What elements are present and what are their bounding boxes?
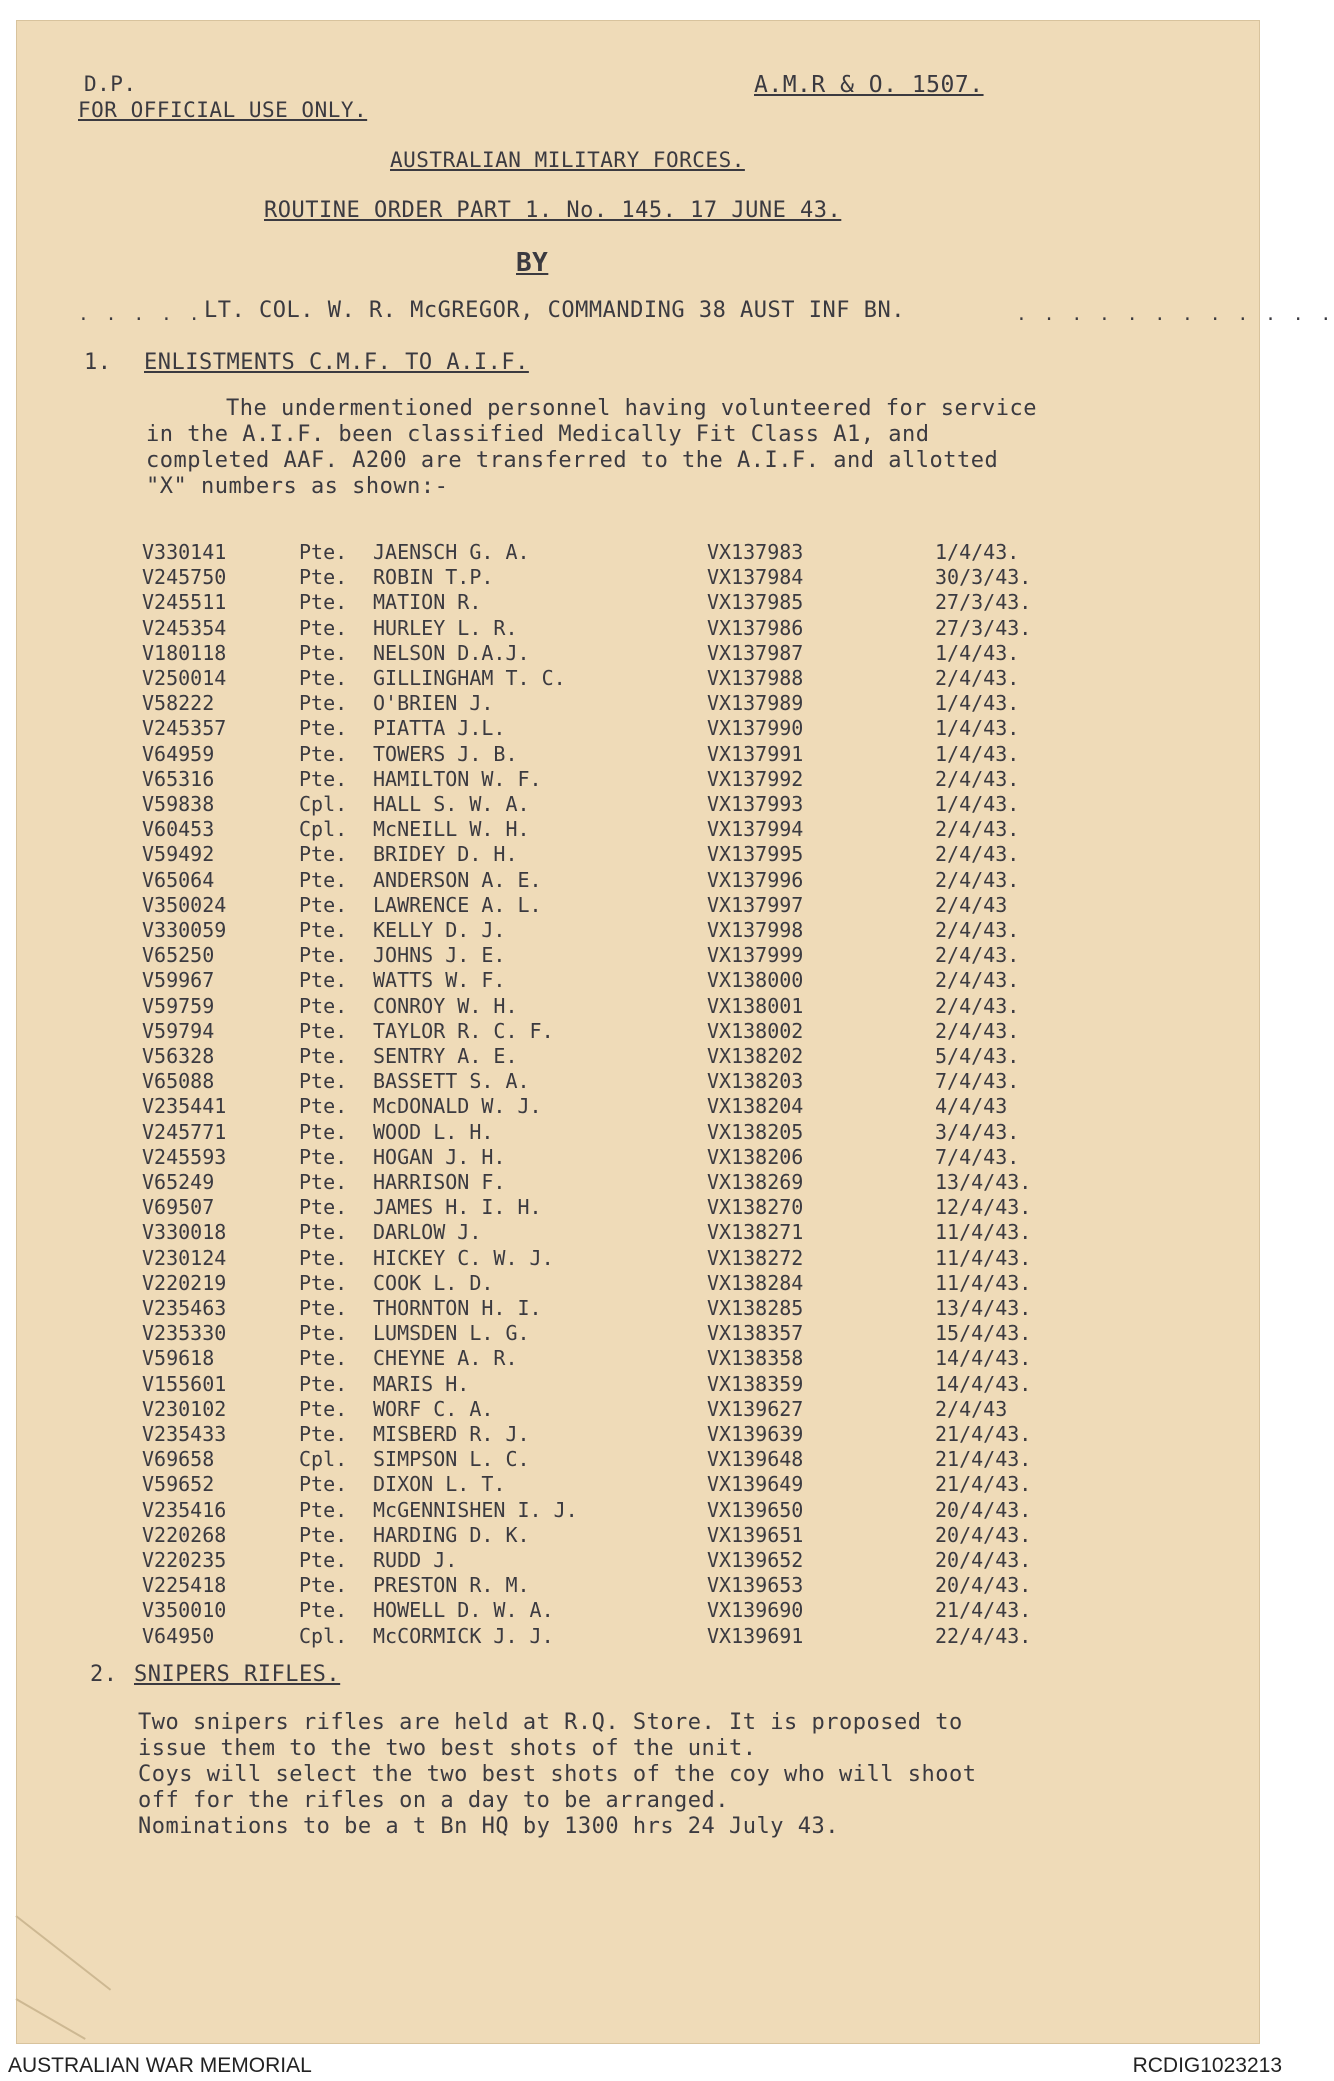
aif-number: VX139652 bbox=[707, 1548, 804, 1572]
service-number: V65249 bbox=[142, 1170, 215, 1194]
rank: Pte. bbox=[299, 590, 348, 615]
aif-number: VX138206 bbox=[707, 1144, 804, 1169]
transfer-date: 1/4/43. bbox=[935, 691, 1020, 716]
aif-number: VX138205 bbox=[707, 1119, 804, 1144]
service-number: V245593 bbox=[142, 1144, 227, 1169]
aif-number: VX137984 bbox=[707, 565, 804, 590]
service-number: V330141 bbox=[142, 540, 227, 564]
aif-number: VX139627 bbox=[707, 1396, 804, 1421]
rank: Pte. bbox=[299, 1245, 348, 1270]
table-row bbox=[16, 1598, 1260, 1623]
service-number: V245511 bbox=[142, 590, 227, 615]
service-number: V180118 bbox=[142, 640, 227, 665]
transfer-date: 4/4/43 bbox=[935, 1094, 1008, 1119]
transfer-date: 3/4/43. bbox=[935, 1119, 1020, 1144]
transfer-date: 2/4/43. bbox=[935, 817, 1020, 842]
transfer-date: 21/4/43. bbox=[935, 1422, 1032, 1446]
table-row bbox=[16, 1069, 1260, 1094]
service-number: V250014 bbox=[142, 666, 227, 690]
aif-number: VX138284 bbox=[707, 1270, 804, 1295]
member-name: WATTS W. F. bbox=[373, 968, 506, 993]
transfer-date: 2/4/43. bbox=[935, 993, 1020, 1018]
service-number: V235330 bbox=[142, 1321, 227, 1346]
commander-line: LT. COL. W. R. McGREGOR, COMMANDING 38 AUST INF BN. bbox=[204, 298, 906, 323]
member-name: HURLEY L. R. bbox=[373, 615, 518, 640]
transfer-date: 14/4/43. bbox=[935, 1371, 1032, 1396]
transfer-date: 22/4/43. bbox=[935, 1623, 1032, 1648]
section2-para-line-3: Coys will select the two best shots of the coy who will shoot bbox=[138, 1762, 977, 1787]
member-name: HAMILTON W. F. bbox=[373, 766, 542, 791]
aif-number: VX137994 bbox=[707, 817, 804, 842]
transfer-date: 7/4/43. bbox=[935, 1069, 1020, 1094]
aif-number: VX137992 bbox=[707, 766, 804, 791]
table-row bbox=[16, 1624, 1260, 1649]
member-name: TOWERS J. B. bbox=[373, 741, 518, 766]
service-number: V56328 bbox=[142, 1044, 215, 1068]
rank: Cpl. bbox=[299, 1623, 348, 1648]
table-row bbox=[16, 1573, 1260, 1598]
member-name: COOK L. D. bbox=[373, 1270, 494, 1295]
transfer-date: 1/4/43. bbox=[935, 741, 1020, 766]
aif-number: VX137999 bbox=[707, 943, 804, 968]
rank: Pte. bbox=[299, 1422, 348, 1446]
rank: Pte. bbox=[299, 867, 348, 892]
rank: Pte. bbox=[299, 1195, 348, 1220]
service-number: V65250 bbox=[142, 943, 215, 968]
member-name: BRIDEY D. H. bbox=[373, 842, 518, 867]
service-number: V65064 bbox=[142, 867, 215, 892]
transfer-date: 2/4/43. bbox=[935, 968, 1020, 993]
rank: Pte. bbox=[299, 1170, 348, 1194]
member-name: DIXON L. T. bbox=[373, 1472, 506, 1497]
section1-para-line-2: in the A.I.F. been classified Medically Fit Class A1, and bbox=[146, 422, 930, 447]
aif-number: VX137996 bbox=[707, 867, 804, 892]
table-row bbox=[16, 1271, 1260, 1296]
rank: Pte. bbox=[299, 1472, 348, 1497]
rank: Pte. bbox=[299, 1144, 348, 1169]
service-number: V58222 bbox=[142, 691, 215, 716]
rank: Pte. bbox=[299, 1119, 348, 1144]
aif-number: VX137987 bbox=[707, 640, 804, 665]
member-name: RUDD J. bbox=[373, 1548, 458, 1572]
aif-number: VX137990 bbox=[707, 716, 804, 741]
aif-number: VX138357 bbox=[707, 1321, 804, 1346]
aif-number: VX138204 bbox=[707, 1094, 804, 1119]
aif-number: VX138269 bbox=[707, 1170, 804, 1194]
service-number: V235416 bbox=[142, 1497, 227, 1522]
service-number: V69658 bbox=[142, 1447, 215, 1472]
aif-number: VX138285 bbox=[707, 1296, 804, 1320]
service-number: V220235 bbox=[142, 1548, 227, 1572]
aif-number: VX139653 bbox=[707, 1573, 804, 1598]
aif-number: VX137991 bbox=[707, 741, 804, 766]
aif-number: VX139639 bbox=[707, 1422, 804, 1446]
service-number: V245771 bbox=[142, 1119, 227, 1144]
document-paper bbox=[16, 20, 1334, 2044]
rank: Pte. bbox=[299, 842, 348, 867]
service-number: V69507 bbox=[142, 1195, 215, 1220]
member-name: TAYLOR R. C. F. bbox=[373, 1018, 554, 1043]
table-row bbox=[16, 540, 1260, 565]
table-row bbox=[16, 943, 1260, 968]
service-number: V230124 bbox=[142, 1245, 227, 1270]
force-title: AUSTRALIAN MILITARY FORCES. bbox=[390, 148, 745, 172]
transfer-date: 1/4/43. bbox=[935, 540, 1020, 564]
member-name: SIMPSON L. C. bbox=[373, 1447, 530, 1472]
transfer-date: 11/4/43. bbox=[935, 1270, 1032, 1295]
transfer-date: 2/4/43. bbox=[935, 666, 1020, 690]
table-row bbox=[16, 590, 1260, 615]
section2-heading: SNIPERS RIFLES. bbox=[134, 1662, 341, 1687]
table-row bbox=[16, 994, 1260, 1019]
member-name: BASSETT S. A. bbox=[373, 1069, 530, 1094]
transfer-date: 15/4/43. bbox=[935, 1321, 1032, 1346]
section1-number: 1. bbox=[84, 350, 112, 375]
rank: Pte. bbox=[299, 1598, 348, 1623]
transfer-date: 11/4/43. bbox=[935, 1245, 1032, 1270]
aif-number: VX139690 bbox=[707, 1598, 804, 1623]
classification-line: FOR OFFICIAL USE ONLY. bbox=[78, 98, 368, 122]
paper-crease bbox=[15, 1915, 111, 1990]
member-name: SENTRY A. E. bbox=[373, 1044, 518, 1068]
transfer-date: 12/4/43. bbox=[935, 1195, 1032, 1220]
service-number: V350024 bbox=[142, 892, 227, 917]
rank: Pte. bbox=[299, 1497, 348, 1522]
aif-number: VX139648 bbox=[707, 1447, 804, 1472]
rank: Pte. bbox=[299, 892, 348, 917]
aif-number: VX137985 bbox=[707, 590, 804, 615]
rank: Pte. bbox=[299, 993, 348, 1018]
service-number: V225418 bbox=[142, 1573, 227, 1598]
transfer-date: 13/4/43. bbox=[935, 1296, 1032, 1320]
member-name: MISBERD R. J. bbox=[373, 1422, 530, 1446]
dotted-leader-right: . . . . . . . . . . . . bbox=[1016, 304, 1334, 325]
table-row bbox=[16, 1397, 1260, 1422]
routine-order-document bbox=[16, 20, 1334, 2044]
rank: Cpl. bbox=[299, 792, 348, 816]
aif-number: VX137995 bbox=[707, 842, 804, 867]
member-name: LAWRENCE A. L. bbox=[373, 892, 542, 917]
table-row bbox=[16, 1447, 1260, 1472]
rank: Pte. bbox=[299, 640, 348, 665]
rank: Pte. bbox=[299, 1573, 348, 1598]
aif-number: VX137997 bbox=[707, 892, 804, 917]
transfer-date: 2/4/43. bbox=[935, 1018, 1020, 1043]
member-name: WORF C. A. bbox=[373, 1396, 494, 1421]
by-line: BY bbox=[516, 248, 549, 278]
service-number: V59759 bbox=[142, 993, 215, 1018]
transfer-date: 1/4/43. bbox=[935, 640, 1020, 665]
member-name: THORNTON H. I. bbox=[373, 1296, 542, 1320]
paper-crease bbox=[16, 1998, 86, 2040]
aif-number: VX139691 bbox=[707, 1623, 804, 1648]
table-row bbox=[16, 1523, 1260, 1548]
rank: Pte. bbox=[299, 1018, 348, 1043]
table-row bbox=[16, 842, 1260, 867]
table-row bbox=[16, 792, 1260, 817]
table-row bbox=[16, 868, 1260, 893]
table-row bbox=[16, 893, 1260, 918]
section1-para-line-3: completed AAF. A200 are transferred to the A.I.F. and allotted bbox=[146, 448, 999, 473]
rank: Pte. bbox=[299, 691, 348, 716]
rank: Cpl. bbox=[299, 1447, 348, 1472]
rank: Pte. bbox=[299, 1548, 348, 1572]
service-number: V59794 bbox=[142, 1018, 215, 1043]
section1-para-line-1: The undermentioned personnel having volunteered for service bbox=[226, 396, 1037, 421]
member-name: JOHNS J. E. bbox=[373, 943, 506, 968]
table-row bbox=[16, 1246, 1260, 1271]
transfer-date: 2/4/43. bbox=[935, 943, 1020, 968]
table-row bbox=[16, 1170, 1260, 1195]
rank: Pte. bbox=[299, 1220, 348, 1245]
aif-number: VX138358 bbox=[707, 1346, 804, 1371]
member-name: O'BRIEN J. bbox=[373, 691, 494, 716]
transfer-date: 20/4/43. bbox=[935, 1497, 1032, 1522]
table-row bbox=[16, 641, 1260, 666]
table-row bbox=[16, 1195, 1260, 1220]
rank: Pte. bbox=[299, 1321, 348, 1346]
table-row bbox=[16, 1548, 1260, 1573]
section1-para-line-4: "X" numbers as shown:- bbox=[146, 474, 449, 499]
aif-number: VX138203 bbox=[707, 1069, 804, 1094]
member-name: McNEILL W. H. bbox=[373, 817, 530, 842]
table-row bbox=[16, 1145, 1260, 1170]
aif-number: VX138359 bbox=[707, 1371, 804, 1396]
table-row bbox=[16, 666, 1260, 691]
rank: Pte. bbox=[299, 1044, 348, 1068]
service-number: V235433 bbox=[142, 1422, 227, 1446]
aif-number: VX137988 bbox=[707, 666, 804, 690]
aif-number: VX138000 bbox=[707, 968, 804, 993]
transfer-date: 2/4/43. bbox=[935, 918, 1020, 942]
service-number: V235441 bbox=[142, 1094, 227, 1119]
rank: Pte. bbox=[299, 1094, 348, 1119]
transfer-date: 13/4/43. bbox=[935, 1170, 1032, 1194]
service-number: V59967 bbox=[142, 968, 215, 993]
rank: Pte. bbox=[299, 943, 348, 968]
transfer-date: 2/4/43. bbox=[935, 867, 1020, 892]
transfer-date: 21/4/43. bbox=[935, 1598, 1032, 1623]
member-name: GILLINGHAM T. C. bbox=[373, 666, 566, 690]
aif-number: VX137993 bbox=[707, 792, 804, 816]
table-row bbox=[16, 1372, 1260, 1397]
service-number: V64950 bbox=[142, 1623, 215, 1648]
rank: Pte. bbox=[299, 1270, 348, 1295]
member-name: PRESTON R. M. bbox=[373, 1573, 530, 1598]
member-name: ANDERSON A. E. bbox=[373, 867, 542, 892]
transfer-date: 20/4/43. bbox=[935, 1573, 1032, 1598]
transfer-date: 27/3/43. bbox=[935, 590, 1032, 615]
table-row bbox=[16, 1120, 1260, 1145]
member-name: MARIS H. bbox=[373, 1371, 470, 1396]
member-name: CHEYNE A. R. bbox=[373, 1346, 518, 1371]
rank: Cpl. bbox=[299, 817, 348, 842]
table-row bbox=[16, 1346, 1260, 1371]
transfer-date: 11/4/43. bbox=[935, 1220, 1032, 1245]
service-number: V350010 bbox=[142, 1598, 227, 1623]
aif-number: VX138272 bbox=[707, 1245, 804, 1270]
service-number: V330059 bbox=[142, 918, 227, 942]
section2-para-line-4: off for the rifles on a day to be arranged. bbox=[138, 1788, 730, 1813]
aif-number: VX137989 bbox=[707, 691, 804, 716]
table-row bbox=[16, 565, 1260, 590]
rank: Pte. bbox=[299, 716, 348, 741]
aif-number: VX138271 bbox=[707, 1220, 804, 1245]
section2-number: 2. bbox=[90, 1662, 118, 1687]
rank: Pte. bbox=[299, 968, 348, 993]
rank: Pte. bbox=[299, 1522, 348, 1547]
service-number: V59492 bbox=[142, 842, 215, 867]
service-number: V60453 bbox=[142, 817, 215, 842]
table-row bbox=[16, 1019, 1260, 1044]
member-name: LUMSDEN L. G. bbox=[373, 1321, 530, 1346]
member-name: KELLY D. J. bbox=[373, 918, 506, 942]
transfer-date: 21/4/43. bbox=[935, 1447, 1032, 1472]
archive-footer bbox=[0, 2050, 1290, 2081]
corner-mark: D.P. bbox=[84, 72, 137, 96]
service-number: V230102 bbox=[142, 1396, 227, 1421]
aif-number: VX139650 bbox=[707, 1497, 804, 1522]
member-name: HARDING D. K. bbox=[373, 1522, 530, 1547]
table-row bbox=[16, 918, 1260, 943]
aif-number: VX138202 bbox=[707, 1044, 804, 1068]
member-name: HALL S. W. A. bbox=[373, 792, 530, 816]
transfer-date: 2/4/43 bbox=[935, 1396, 1008, 1421]
rank: Pte. bbox=[299, 918, 348, 942]
transfer-date: 27/3/43. bbox=[935, 615, 1032, 640]
table-row bbox=[16, 691, 1260, 716]
service-number: V59838 bbox=[142, 792, 215, 816]
section1-heading: ENLISTMENTS C.M.F. TO A.I.F. bbox=[144, 350, 529, 375]
member-name: MATION R. bbox=[373, 590, 482, 615]
rank: Pte. bbox=[299, 615, 348, 640]
rank: Pte. bbox=[299, 666, 348, 690]
member-name: HARRISON F. bbox=[373, 1170, 506, 1194]
rank: Pte. bbox=[299, 565, 348, 590]
table-row bbox=[16, 968, 1260, 993]
member-name: ROBIN T.P. bbox=[373, 565, 494, 590]
table-row bbox=[16, 1296, 1260, 1321]
aif-number: VX138001 bbox=[707, 993, 804, 1018]
table-row bbox=[16, 1044, 1260, 1069]
member-name: DARLOW J. bbox=[373, 1220, 482, 1245]
transfer-date: 14/4/43. bbox=[935, 1346, 1032, 1371]
service-number: V235463 bbox=[142, 1296, 227, 1320]
rank: Pte. bbox=[299, 1371, 348, 1396]
service-number: V155601 bbox=[142, 1371, 227, 1396]
service-number: V59618 bbox=[142, 1346, 215, 1371]
rank: Pte. bbox=[299, 741, 348, 766]
table-row bbox=[16, 616, 1260, 641]
footer-record-id: RCDIG1023213 bbox=[1132, 2054, 1282, 2077]
member-name: McGENNISHEN I. J. bbox=[373, 1497, 578, 1522]
section2-para-line-2: issue them to the two best shots of the unit. bbox=[138, 1736, 757, 1761]
rank: Pte. bbox=[299, 766, 348, 791]
member-name: McDONALD W. J. bbox=[373, 1094, 542, 1119]
table-row bbox=[16, 767, 1260, 792]
aif-number: VX139651 bbox=[707, 1522, 804, 1547]
transfer-date: 20/4/43. bbox=[935, 1522, 1032, 1547]
aif-number: VX137986 bbox=[707, 615, 804, 640]
table-row bbox=[16, 1094, 1260, 1119]
aif-number: VX137983 bbox=[707, 540, 804, 564]
transfer-date: 30/3/43. bbox=[935, 565, 1032, 590]
service-number: V64959 bbox=[142, 741, 215, 766]
dotted-leader-left: . . . . . bbox=[78, 304, 203, 325]
rank: Pte. bbox=[299, 1296, 348, 1320]
member-name: HICKEY C. W. J. bbox=[373, 1245, 554, 1270]
table-row bbox=[16, 1220, 1260, 1245]
aif-number: VX138002 bbox=[707, 1018, 804, 1043]
table-row bbox=[16, 1498, 1260, 1523]
aif-number: VX139649 bbox=[707, 1472, 804, 1497]
service-number: V330018 bbox=[142, 1220, 227, 1245]
service-number: V245357 bbox=[142, 716, 227, 741]
section2-para-line-1: Two snipers rifles are held at R.Q. Store. It is proposed to bbox=[138, 1710, 963, 1735]
service-number: V220268 bbox=[142, 1522, 227, 1547]
member-name: CONROY W. H. bbox=[373, 993, 518, 1018]
service-number: V65316 bbox=[142, 766, 215, 791]
table-row bbox=[16, 817, 1260, 842]
transfer-date: 5/4/43. bbox=[935, 1044, 1020, 1068]
transfer-date: 2/4/43 bbox=[935, 892, 1008, 917]
service-number: V220219 bbox=[142, 1270, 227, 1295]
service-number: V245354 bbox=[142, 615, 227, 640]
transfer-date: 2/4/43. bbox=[935, 766, 1020, 791]
service-number: V245750 bbox=[142, 565, 227, 590]
member-name: NELSON D.A.J. bbox=[373, 640, 530, 665]
reference-number: A.M.R & O. 1507. bbox=[754, 72, 984, 98]
aif-number: VX137998 bbox=[707, 918, 804, 942]
transfer-date: 7/4/43. bbox=[935, 1144, 1020, 1169]
member-name: HOWELL D. W. A. bbox=[373, 1598, 554, 1623]
transfer-date: 1/4/43. bbox=[935, 792, 1020, 816]
member-name: HOGAN J. H. bbox=[373, 1144, 506, 1169]
table-row bbox=[16, 1472, 1260, 1497]
rank: Pte. bbox=[299, 1396, 348, 1421]
table-row bbox=[16, 1422, 1260, 1447]
member-name: JAMES H. I. H. bbox=[373, 1195, 542, 1220]
member-name: PIATTA J.L. bbox=[373, 716, 506, 741]
table-row bbox=[16, 1321, 1260, 1346]
service-number: V65088 bbox=[142, 1069, 215, 1094]
order-line: ROUTINE ORDER PART 1. No. 145. 17 JUNE 43. bbox=[264, 198, 842, 223]
section2-para-line-5: Nominations to be a t Bn HQ by 1300 hrs 24 July 43. bbox=[138, 1814, 840, 1839]
transfer-date: 20/4/43. bbox=[935, 1548, 1032, 1572]
rank: Pte. bbox=[299, 1069, 348, 1094]
transfer-date: 2/4/43. bbox=[935, 842, 1020, 867]
transfer-date: 21/4/43. bbox=[935, 1472, 1032, 1497]
table-row bbox=[16, 742, 1260, 767]
service-number: V59652 bbox=[142, 1472, 215, 1497]
member-name: WOOD L. H. bbox=[373, 1119, 494, 1144]
transfer-date: 1/4/43. bbox=[935, 716, 1020, 741]
member-name: JAENSCH G. A. bbox=[373, 540, 530, 564]
rank: Pte. bbox=[299, 1346, 348, 1371]
footer-archive-name: AUSTRALIAN WAR MEMORIAL bbox=[8, 2054, 312, 2077]
rank: Pte. bbox=[299, 540, 348, 564]
aif-number: VX138270 bbox=[707, 1195, 804, 1220]
member-name: McCORMICK J. J. bbox=[373, 1623, 554, 1648]
table-row bbox=[16, 716, 1260, 741]
